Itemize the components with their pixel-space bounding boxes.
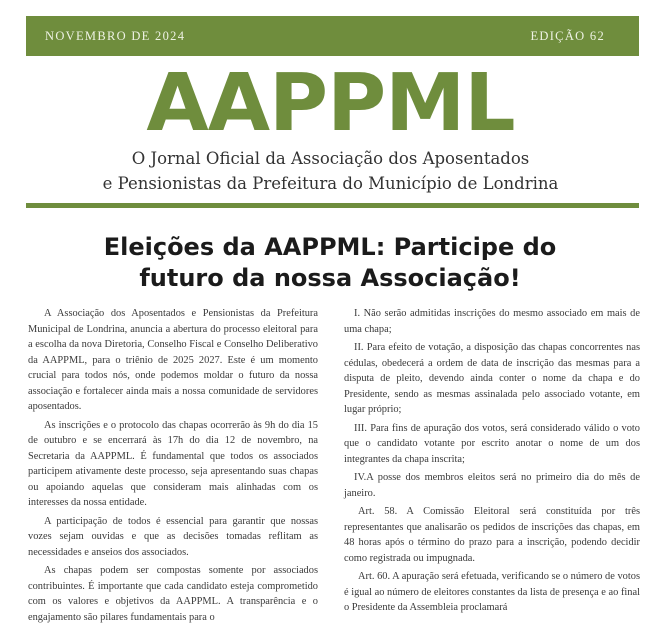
paragraph: II. Para efeito de votação, a disposição das chapas concorrentes nas cédulas, obedecerá a ordem de data de inscrição das mesmas para a disputa de pleito, devendo ainda conter o nome da chapa e do Presidente, sendo as mesmas assinalada pelo associado votante, em lugar próprio;: [344, 342, 640, 415]
issue-date: NOVEMBRO DE 2024: [45, 28, 186, 43]
masthead-divider: [26, 203, 639, 208]
edition-number: EDIÇÃO 62: [530, 28, 605, 43]
brand-title: AAPPML: [146, 57, 515, 149]
header-bar: [26, 16, 639, 56]
tagline-line-1: O Jornal Oficial da Associação dos Aposentados: [131, 149, 530, 168]
paragraph: IV.A posse dos membros eleitos será no primeiro dia do mês de janeiro.: [344, 472, 640, 499]
paragraph: Art. 60. A apuração será efetuada, verificando se o número de votos é igual ao número de eleitores constantes da lista de presença e ao final o Presidente da Assembleia proclamará: [344, 571, 640, 613]
paragraph: As inscrições e o protocolo das chapas ocorrerão às 9h do dia 15 de outubro e se encerrará às 17h do dia 12 de novembro, na Secretaria da AAPPML. É fundamental que todos os associados participem ativamente deste processo, seja apresentando suas chapas ou apoiando aquelas que consideram mais alinhadas com os interesses da nossa entidade.: [28, 419, 318, 508]
paragraph: As chapas podem ser compostas somente por associados contribuintes. É importante que cada candidato esteja comprometido com os valores e objetivos da AAPPML. A transparência e o engajamento são pilares fundamentais para o: [28, 565, 318, 623]
paragraph: A participação de todos é essencial para garantir que nossas vozes sejam ouvidas e que as decisões tomadas reflitam as necessidades e anseios dos associados.: [28, 515, 318, 558]
paragraph: A Associação dos Aposentados e Pensionistas da Prefeitura Municipal de Londrina, anuncia a abertura do processo eleitoral para a escolha da nova Diretoria, Conselho Fiscal e Conselho Deliberativo da AAPPML, para o triênio de 2025 2027. Este é um momento crucial para todos nós, onde podemos moldar o futuro da nossa associação e fortalecer ainda mais a nossa comunidade de servidores aposentados.: [28, 308, 318, 412]
article-column-right: [344, 306, 640, 619]
paragraph: III. Para fins de apuração dos votos, será considerado válido o voto que o candidato votante por escrito anotar o nome de um dos integrantes da chapa inscrita;: [344, 422, 640, 465]
article-column-left: [28, 306, 318, 628]
tagline-line-2: e Pensionistas da Prefeitura do Município de Londrina: [102, 174, 559, 193]
article-headline: Eleições da AAPPML: Participe do futuro da nossa Associação!: [103, 233, 557, 292]
paragraph: I. Não serão admitidas inscrições do mesmo associado em mais de uma chapa;: [344, 308, 640, 335]
masthead: [0, 57, 661, 196]
paragraph: Art. 58. A Comissão Eleitoral será constituída por três representantes que analisarão os pedidos de inscrições das chapas, em 48 horas após o término do prazo para a inscrição, podendo decidir como registrada ou impugnada.: [344, 506, 640, 564]
